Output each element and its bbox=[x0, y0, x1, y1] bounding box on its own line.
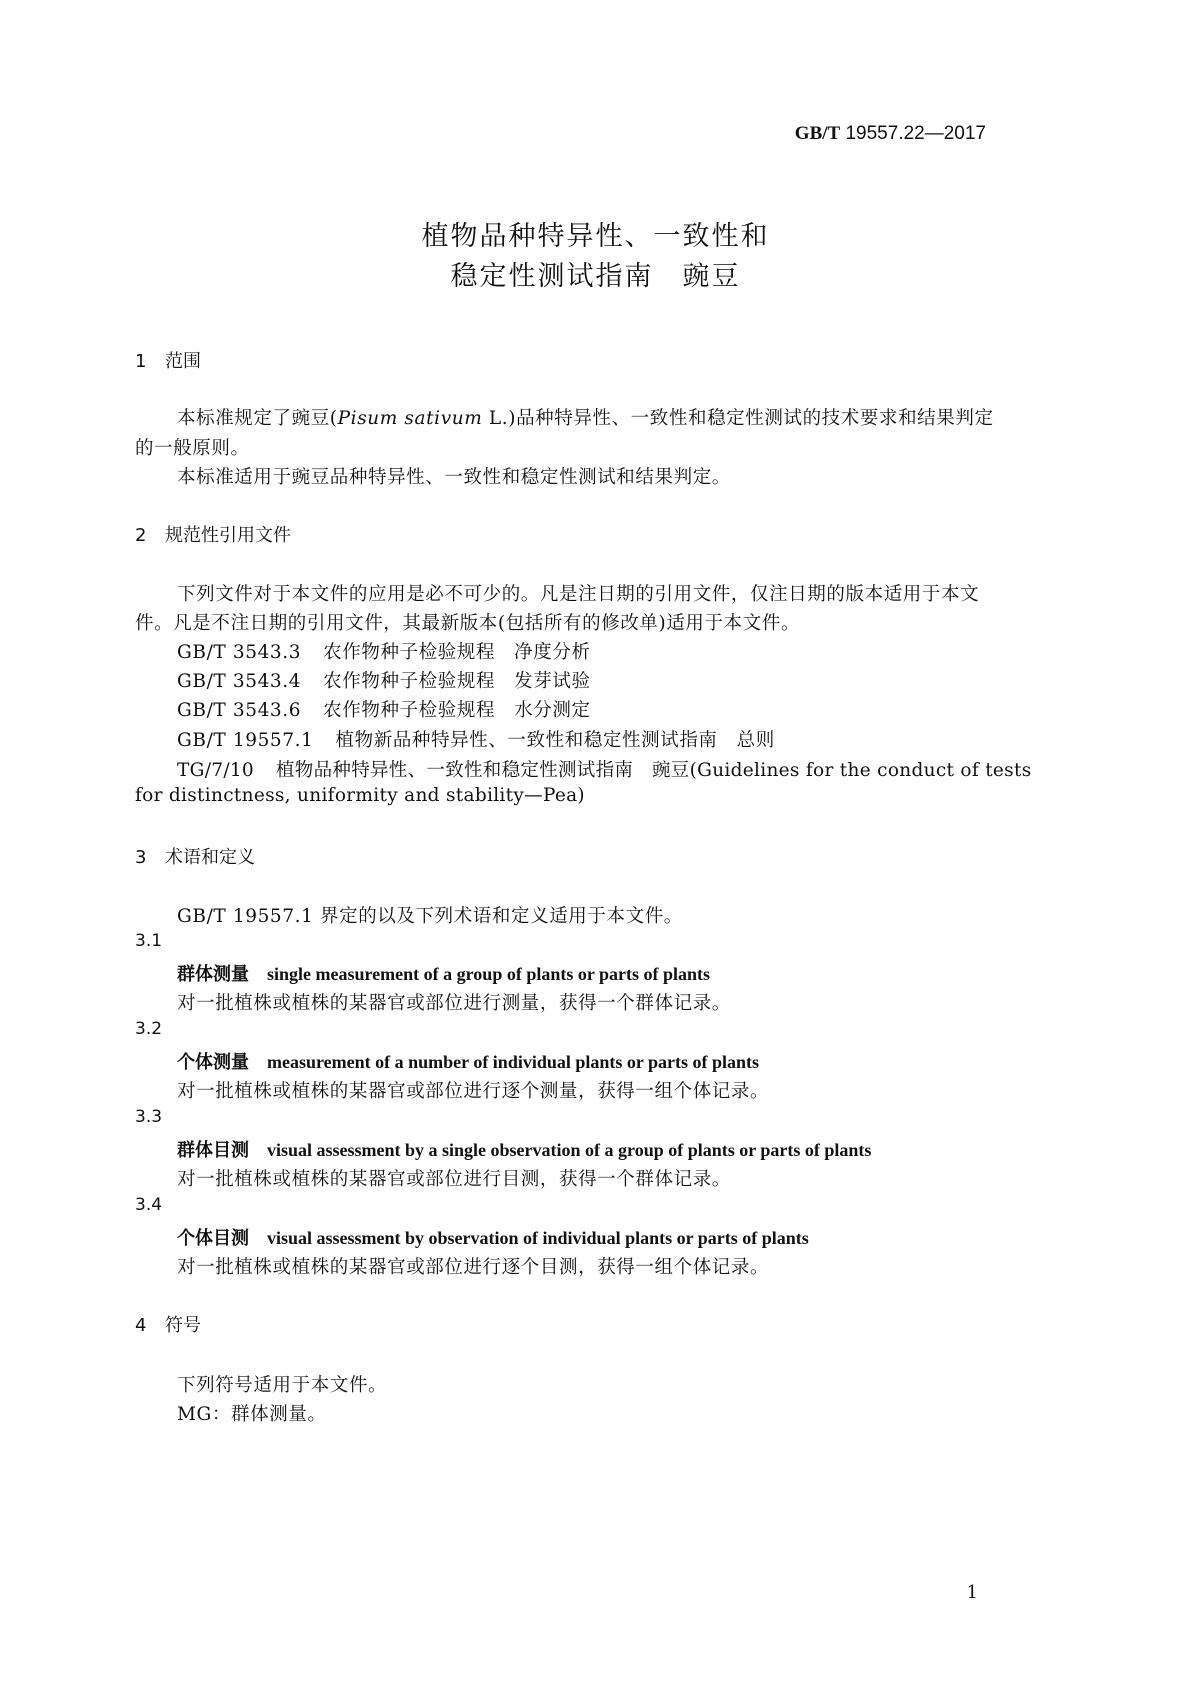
term-zh: 群体目测 bbox=[177, 1140, 249, 1161]
scope-paragraph-2: 本标准适用于豌豆品种特异性、一致性和稳定性测试和结果判定。 bbox=[177, 467, 731, 488]
reference-item bbox=[177, 638, 591, 664]
reference-title: 农作物种子检验规程 发芽试验 bbox=[323, 671, 591, 692]
reference-item bbox=[177, 726, 775, 752]
term-definition: 对一批植株或植株的某器官或部位进行逐个目测，获得一组个体记录。 bbox=[177, 1257, 770, 1278]
reference-code: GB/T 3543.3 bbox=[177, 642, 302, 663]
terms-intro: GB/T 19557.1 界定的以及下列术语和定义适用于本文件。 bbox=[177, 906, 683, 927]
section-title: 符号 bbox=[165, 1315, 201, 1336]
reference-title: 植物新品种特异性、一致性和稳定性测试指南 总则 bbox=[335, 730, 775, 751]
reference-item bbox=[177, 667, 591, 693]
section-title: 范围 bbox=[165, 351, 201, 372]
reference-item bbox=[177, 756, 1032, 782]
reference-title: 植物品种特异性、一致性和稳定性测试指南 豌豆(Guidelines for the conduct of tests bbox=[276, 760, 1032, 781]
term-number: 3.2 bbox=[135, 1019, 163, 1039]
reference-code: TG/7/10 bbox=[177, 760, 254, 781]
reference-title: 农作物种子检验规程 水分测定 bbox=[323, 700, 591, 721]
term-definition: 对一批植株或植株的某器官或部位进行目测，获得一个群体记录。 bbox=[177, 1169, 731, 1190]
section-heading-terms bbox=[135, 843, 255, 869]
scope-paragraph-1 bbox=[177, 404, 994, 430]
symbol-mg: MG：群体测量。 bbox=[177, 1404, 327, 1425]
reference-code: GB/T 3543.6 bbox=[177, 700, 302, 721]
term-definition: 对一批植株或植株的某器官或部位进行测量，获得一个群体记录。 bbox=[177, 993, 731, 1014]
symbols-intro: 下列符号适用于本文件。 bbox=[177, 1375, 388, 1396]
section-number: 2 bbox=[135, 525, 147, 546]
term-number: 3.4 bbox=[135, 1195, 163, 1215]
term-en: measurement of a number of individual plants or parts of plants bbox=[267, 1052, 760, 1072]
term-heading bbox=[177, 1136, 871, 1162]
standard-code bbox=[795, 123, 986, 145]
term-en: single measurement of a group of plants or parts of plants bbox=[267, 964, 711, 984]
document-title-line2: 稳定性测试指南 豌豆 bbox=[450, 261, 741, 292]
reference-item bbox=[177, 696, 591, 722]
term-zh: 群体测量 bbox=[177, 964, 249, 985]
section-title: 术语和定义 bbox=[165, 847, 255, 868]
scope-text-a: 本标准规定了豌豆( bbox=[177, 408, 338, 429]
section-title: 规范性引用文件 bbox=[165, 525, 291, 546]
section-heading-references bbox=[135, 521, 291, 547]
standard-code-prefix: GB/T bbox=[794, 123, 841, 144]
page-number: 1 bbox=[966, 1582, 978, 1603]
reference-item-cont: for distinctness, uniformity and stability—Pea) bbox=[135, 785, 585, 806]
reference-code: GB/T 3543.4 bbox=[177, 671, 302, 692]
term-zh: 个体测量 bbox=[177, 1052, 249, 1073]
term-heading bbox=[177, 1048, 759, 1074]
references-paragraph: 下列文件对于本文件的应用是必不可少的。凡是注日期的引用文件，仅注日期的版本适用于本文 bbox=[177, 584, 980, 605]
section-number: 3 bbox=[135, 847, 147, 868]
term-number: 3.1 bbox=[135, 931, 163, 951]
section-heading-symbols bbox=[135, 1311, 201, 1337]
section-heading-scope bbox=[135, 347, 201, 373]
term-definition: 对一批植株或植株的某器官或部位进行逐个测量，获得一组个体记录。 bbox=[177, 1081, 770, 1102]
term-heading bbox=[177, 1224, 809, 1250]
references-paragraph-cont: 件。凡是不注日期的引用文件，其最新版本(包括所有的修改单)适用于本文件。 bbox=[135, 613, 801, 634]
term-en: visual assessment by observation of individual plants or parts of plants bbox=[267, 1228, 809, 1248]
term-zh: 个体目测 bbox=[177, 1228, 249, 1249]
section-number: 4 bbox=[135, 1315, 147, 1336]
reference-title: 农作物种子检验规程 净度分析 bbox=[323, 642, 591, 663]
section-number: 1 bbox=[135, 351, 147, 372]
document-title-line1: 植物品种特异性、一致性和 bbox=[421, 221, 770, 252]
scope-paragraph-1-cont: 的一般原则。 bbox=[135, 438, 250, 459]
term-number: 3.3 bbox=[135, 1107, 163, 1127]
term-en: visual assessment by a single observation of a group of plants or parts of plants bbox=[267, 1140, 872, 1160]
reference-code: GB/T 19557.1 bbox=[177, 730, 314, 751]
scope-text-b: L.)品种特异性、一致性和稳定性测试的技术要求和结果判定 bbox=[482, 408, 994, 429]
scientific-name: Pisum sativum bbox=[337, 408, 483, 429]
standard-code-number: 19557.22—2017 bbox=[840, 123, 986, 144]
term-heading bbox=[177, 960, 710, 986]
